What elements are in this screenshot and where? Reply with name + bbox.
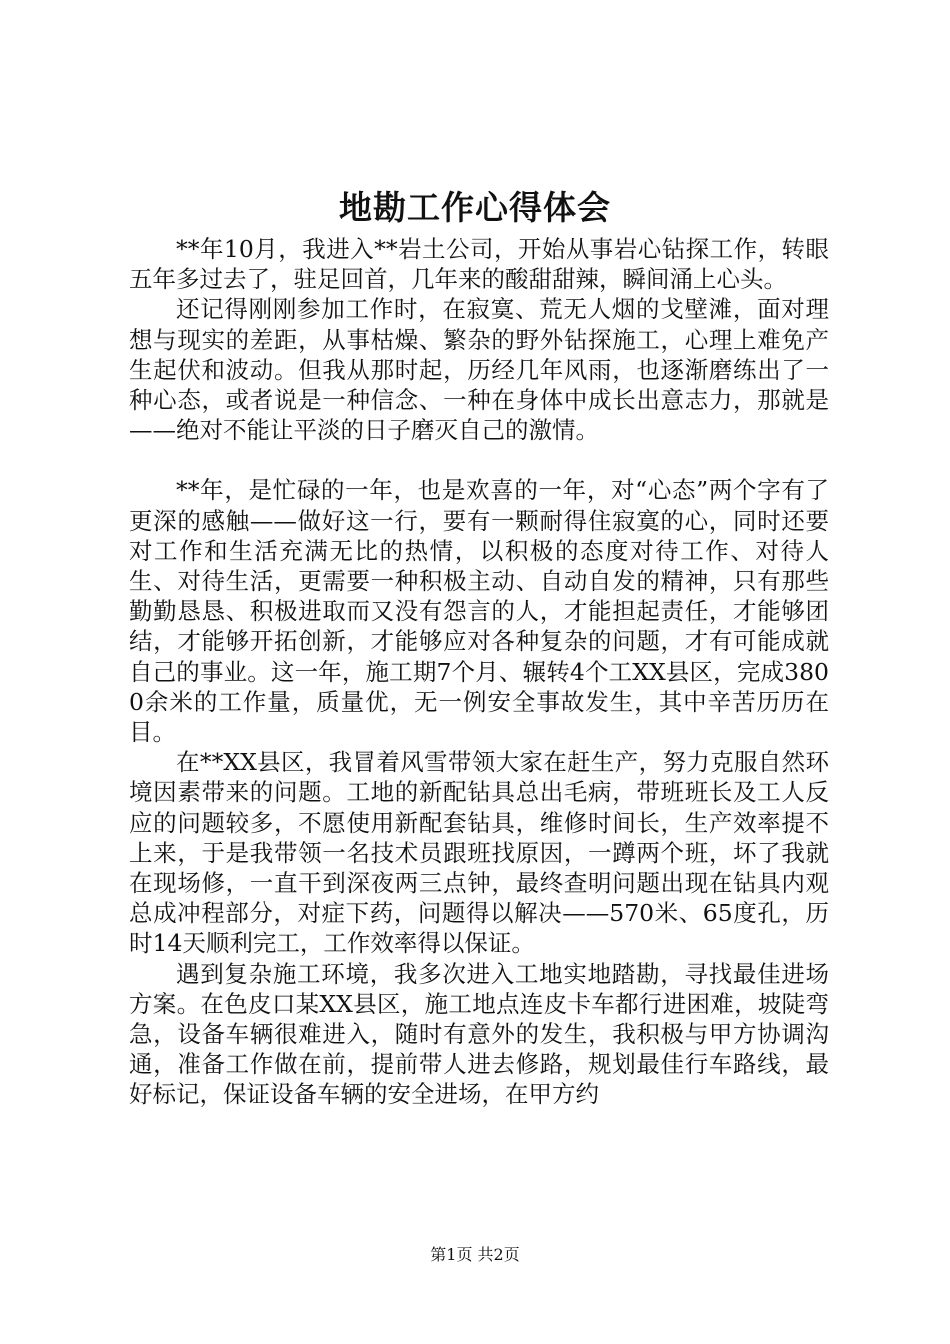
paragraph-early-work: 还记得刚刚参加工作时，在寂寞、荒无人烟的戈壁滩，面对理想与现实的差距，从事枯燥、繁杂的野外钻探施工，心理上难免产生起伏和波动。但我从那时起，历经几年风雨，也逐渐磨练出了一种心态，或者说是一种信念、一种在身体中成长出意志力，那就是——绝对不能让平淡的日子磨灭自己的激情。 bbox=[129, 295, 829, 445]
paragraph-intro: **年10月，我进入**岩土公司，开始从事岩心钻探工作，转眼五年多过去了，驻足回首，几年来的酸甜甜辣，瞬间涌上心头。 bbox=[129, 235, 829, 294]
paragraph-busy-year: **年，是忙碌的一年，也是欢喜的一年，对“心态”两个字有了更深的感触——做好这一行，要有一颗耐得住寂寞的心，同时还要对工作和生活充满无比的热情，以积极的态度对待工作、对待人生、对待生活，更需要一种积极主动、自动自发的精神，只有那些勤勤恳恳、积极进取而又没有怨言的人，才能担起责任，才能够团结，才能够开拓创新，才能够应对各种复杂的问题，才有可能成就自己的事业。这一年，施工期7个月、辗转4个工XX县区，完成3800余米的工作量，质量优，无一例安全事故发生，其中辛苦历历在目。 bbox=[129, 476, 829, 747]
paragraph-complex-environment: 遇到复杂施工环境，我多次进入工地实地踏勘，寻找最佳进场方案。在色皮口某XX县区，施工地点连皮卡车都行进困难，坡陡弯急，设备车辆很难进入，随时有意外的发生，我积极与甲方协调沟通，准备工作做在前，提前带人进去修路，规划最佳行车路线，最好标记，保证设备车辆的安全进场，在甲方约 bbox=[129, 959, 829, 1109]
page-footer: 第1页 共2页 bbox=[430, 1245, 520, 1264]
document-body bbox=[129, 234, 829, 1110]
document-title: 地勘工作心得体会 bbox=[339, 188, 611, 227]
paragraph-snow-production: 在**XX县区，我冒着风雪带领大家在赶生产，努力克服自然环境因素带来的问题。工地的新配钻具总出毛病，带班班长及工人反应的问题较多，不愿使用新配套钻具，维修时间长，生产效率提不上来，于是我带领一名技术员跟班找原因，一蹲两个班，坏了我就在现场修，一直干到深夜两三点钟，最终查明问题出现在钻具内观总成冲程部分，对症下药，问题得以解决——570米、65度孔，历时14天顺利完工，工作效率得以保证。 bbox=[129, 748, 829, 958]
